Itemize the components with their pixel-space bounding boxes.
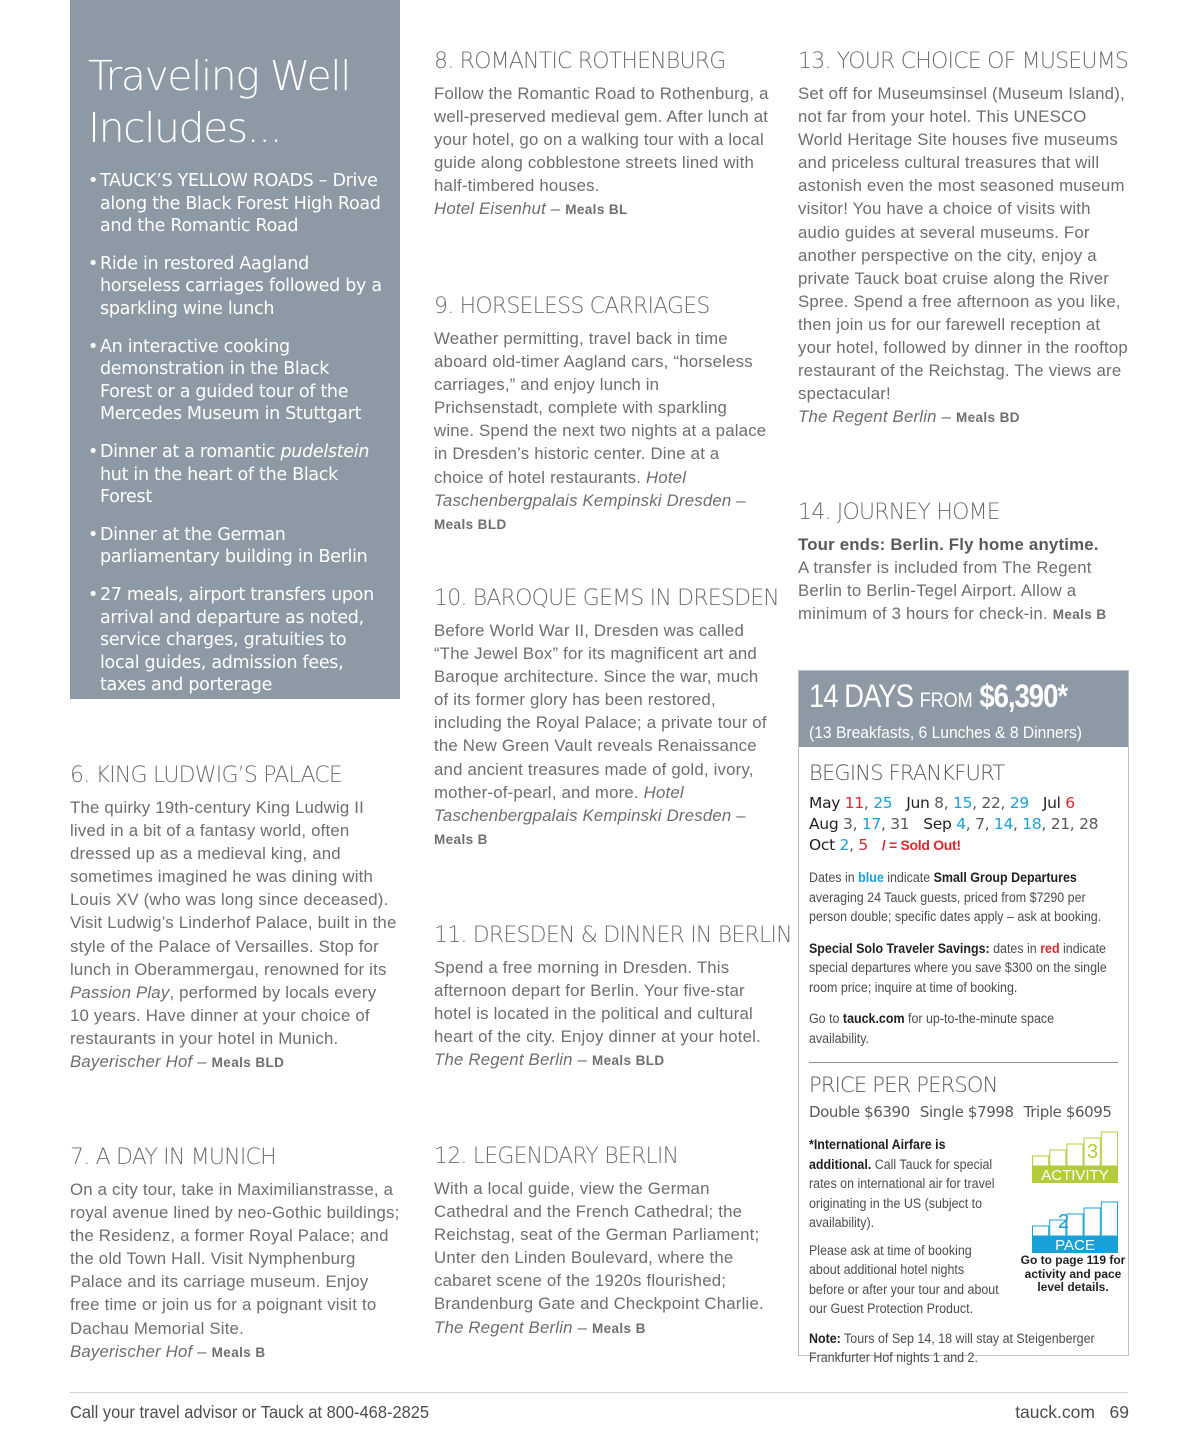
level-step [1101,1132,1117,1166]
price-header [799,671,1128,747]
footer-divider [70,1392,1128,1393]
activity-badge [1032,1124,1118,1184]
day-body: A transfer is included from The Regent Berlin to Berlin-Tegel Airport. Allow a minimum of 3 hours for check-in. Meals B [798,558,1107,624]
day-9 [434,293,769,536]
day-10 [434,585,779,851]
airfare-note: *International Airfare is additional. Call Tauck for special rates on international air for travel originating in the US (subject to availability). [809,1137,995,1230]
badge-note: Go to page 119 for activity and pace level details. [1020,1253,1126,1294]
level-step [1067,1144,1083,1166]
day-body: Set off for Museumsinsel (Museum Island), not far from your hotel. This UNESCO World Heritage Site houses five museums and priceless cultural treasures that will astonish even the most seasoned museum visitor! You have a choice of visits with audio guides at several museums. For another perspective on the city, enjoy a private Tauck boat cruise along the River Spree. Spend a free afternoon as you like, then join us for our farewell reception at your hotel, followed by dinner in the rooftop restaurant of the Reichstag. The views are spectacular! The Regent Berlin – Meals BD [798,84,1128,427]
steigenberger-note: Note: Tours of Sep 14, 18 will stay at Steigenberger Frankfurter Hof nights 1 and 2. [809,1330,1095,1365]
column-1 [70,0,400,1380]
site-note: Go to tauck.com for up-to-the-minute space availability. [809,1011,1055,1046]
day-body: Weather permitting, travel back in time aboard old-timer Aagland cars, “horseless carriages,” and enjoy lunch in Prichsenstadt, complete with sparkling wine. Spend the next two nights at a palace in Dresden’s historic center. Dine at a choice of hotel restaurants. Hotel Taschenbergpalais Kempinski Dresden – Meals BLD [434,329,767,532]
day-title: 11. DRESDEN & DINNER IN BERLIN [434,923,792,948]
day-lead: Tour ends: Berlin. Fly home anytime. [798,535,1099,554]
day-7 [70,1144,400,1364]
day-title: 13. YOUR CHOICE OF MUSEUMS [798,49,1129,74]
sold-out-legend: / = Sold Out! [881,837,961,853]
blue-dates-note: Dates in blue indicate Small Group Departures averaging 24 Tauck guests, priced from $7290 per person double; specific dates apply – ask at booking. [809,870,1102,924]
pace-badge [1032,1194,1118,1254]
divider [809,1062,1118,1063]
includes-item: • Ride in restored Aagland horseless carriages followed by a sparkling wine lunch [88,253,382,319]
day-title: 14. JOURNEY HOME [798,500,1000,525]
day-body: On a city tour, take in Maximilianstrasse, a royal avenue lined by neo-Gothic buildings; the Residenz, a former Royal Palace; and the old Town Hall. Visit Nymphenburg Palace and its carriage museum. Enjoy free time or join us for a poignant visit to Dachau Memorial Site. Bayerischer Hof – Meals B [70,1180,400,1361]
pace-label: PACE [1055,1237,1095,1254]
column-3 [798,0,1128,660]
solo-note: Special Solo Traveler Savings: dates in red indicate special departures where you save $300 on the single room price; inquire at time of booking. [809,940,1107,995]
level-step [1033,1156,1049,1166]
day-12 [434,1143,769,1340]
activity-level-number: 3 [1087,1141,1099,1163]
day-6 [70,762,400,1074]
includes-item: • TAUCK’S YELLOW ROADS – Drive along the Black Forest High Road and the Romantic Road [88,171,381,237]
day-13 [798,48,1128,429]
level-step [1084,1208,1100,1236]
day-11 [434,922,792,1072]
activity-level-graphic [1032,1124,1118,1184]
level-step [1067,1214,1083,1236]
day-body: Spend a free morning in Dresden. This afternoon depart for Berlin. Your five-star hotel is located in the political and cultural heart of the city. Enjoy dinner at your hotel. The Regent Berlin – Meals BLD [434,958,761,1070]
day-title: 12. LEGENDARY BERLIN [434,1144,679,1169]
price-list: Double $6390 Single $7998 Triple $6095 [809,1103,1112,1121]
day-14 [798,499,1128,626]
footer-site-page: tauck.com 69 [1015,1402,1129,1422]
level-step [1033,1226,1049,1236]
day-title: 7. A DAY IN MUNICH [70,1145,276,1170]
level-step [1050,1150,1066,1166]
day-title: 9. HORSELESS CARRIAGES [434,294,710,319]
price-headline: 14 DAYS FROM $6,390* [809,678,1068,714]
includes-item: • An interactive cooking demonstration in the Black Forest or a guided tour of the Mercedes Museum in Stuttgart [88,336,362,425]
day-title: 10. BAROQUE GEMS IN DRESDEN [434,586,779,611]
day-body: Before World War II, Dresden was called “The Jewel Box” for its magnificent art and Baroque architecture. Since the war, much of its former glory has been restored, including the Royal Palace; a private tour of the New Green Vault reveals Renaissance and ancient treasures made of gold, ivory, mother-of-pearl, and more. Hotel Taschenbergpalais Kempinski Dresden – Meals B [434,621,767,847]
column-2 [434,0,792,1380]
includes-item: • 27 meals, airport transfers upon arrival and departure as noted, service charges, gratuities to local guides, admission fees, taxes and porterage [88,584,374,696]
price-per-person-heading: PRICE PER PERSON [809,1073,998,1097]
activity-label: ACTIVITY [1041,1167,1109,1184]
pace-level-graphic [1032,1194,1118,1254]
day-body: Follow the Romantic Road to Rothenburg, a well-preserved medieval gem. After lunch at your hotel, go on a walking tour with a local guide along cobblestone streets lined with half-timbered houses. Hotel Eisenhut – Meals BL [434,84,769,219]
includes-item: • Dinner at a romantic pudelstein hut in the heart of the Black Forest [88,441,370,508]
booking-note: Please ask at time of booking about additional hotel nights before or after your tour and about our Guest Protection Product. [809,1242,999,1316]
day-body: The quirky 19th-century King Ludwig II lived in a bit of a fantasy world, often dressed up as a medieval king, and sometimes imagined he was dining with Louis XV (who was long since deceased). Visit Ludwig’s Linderhof Palace, built in the style of the Palace of Versailles. Stop for lunch in Oberammergau, renowned for its Passion Play, performed by locals every 10 years. Have dinner at your choice of restaurants in your hotel in Munich. Bayerischer Hof – Meals BLD [70,798,397,1072]
day-title: 6. KING LUDWIG’S PALACE [70,763,343,788]
pace-level-number: 2 [1058,1211,1070,1233]
meals-summary: (13 Breakfasts, 6 Lunches & 8 Dinners) [809,723,1082,742]
footer-phone: Call your travel advisor or Tauck at 800-468-2825 [70,1402,430,1422]
departure-dates: May 11, 25 Jun 8, 15, 22, 29 Jul 6 Aug 3, 17, 31 Sep 4, 7, 14, 18, 21, 28 Oct 2, 5 / = Sold Out! [809,794,1099,854]
level-step [1101,1202,1117,1236]
includes-item: • Dinner at the German parliamentary building in Berlin [88,524,368,568]
begins-heading: BEGINS FRANKFURT [809,761,1005,785]
day-title: 8. ROMANTIC ROTHENBURG [434,49,726,74]
sidebar-title: Traveling Well Includes... [88,52,351,152]
day-8 [434,48,769,222]
day-body: With a local guide, view the German Cathedral and the French Cathedral; the Reichstag, seat of the German Parliament; Unter den Linden Boulevard, where the cabaret scene of the 1920s flourished; Brandenburg Gate and Checkpoint Charlie. The Regent Berlin – Meals B [434,1179,764,1337]
